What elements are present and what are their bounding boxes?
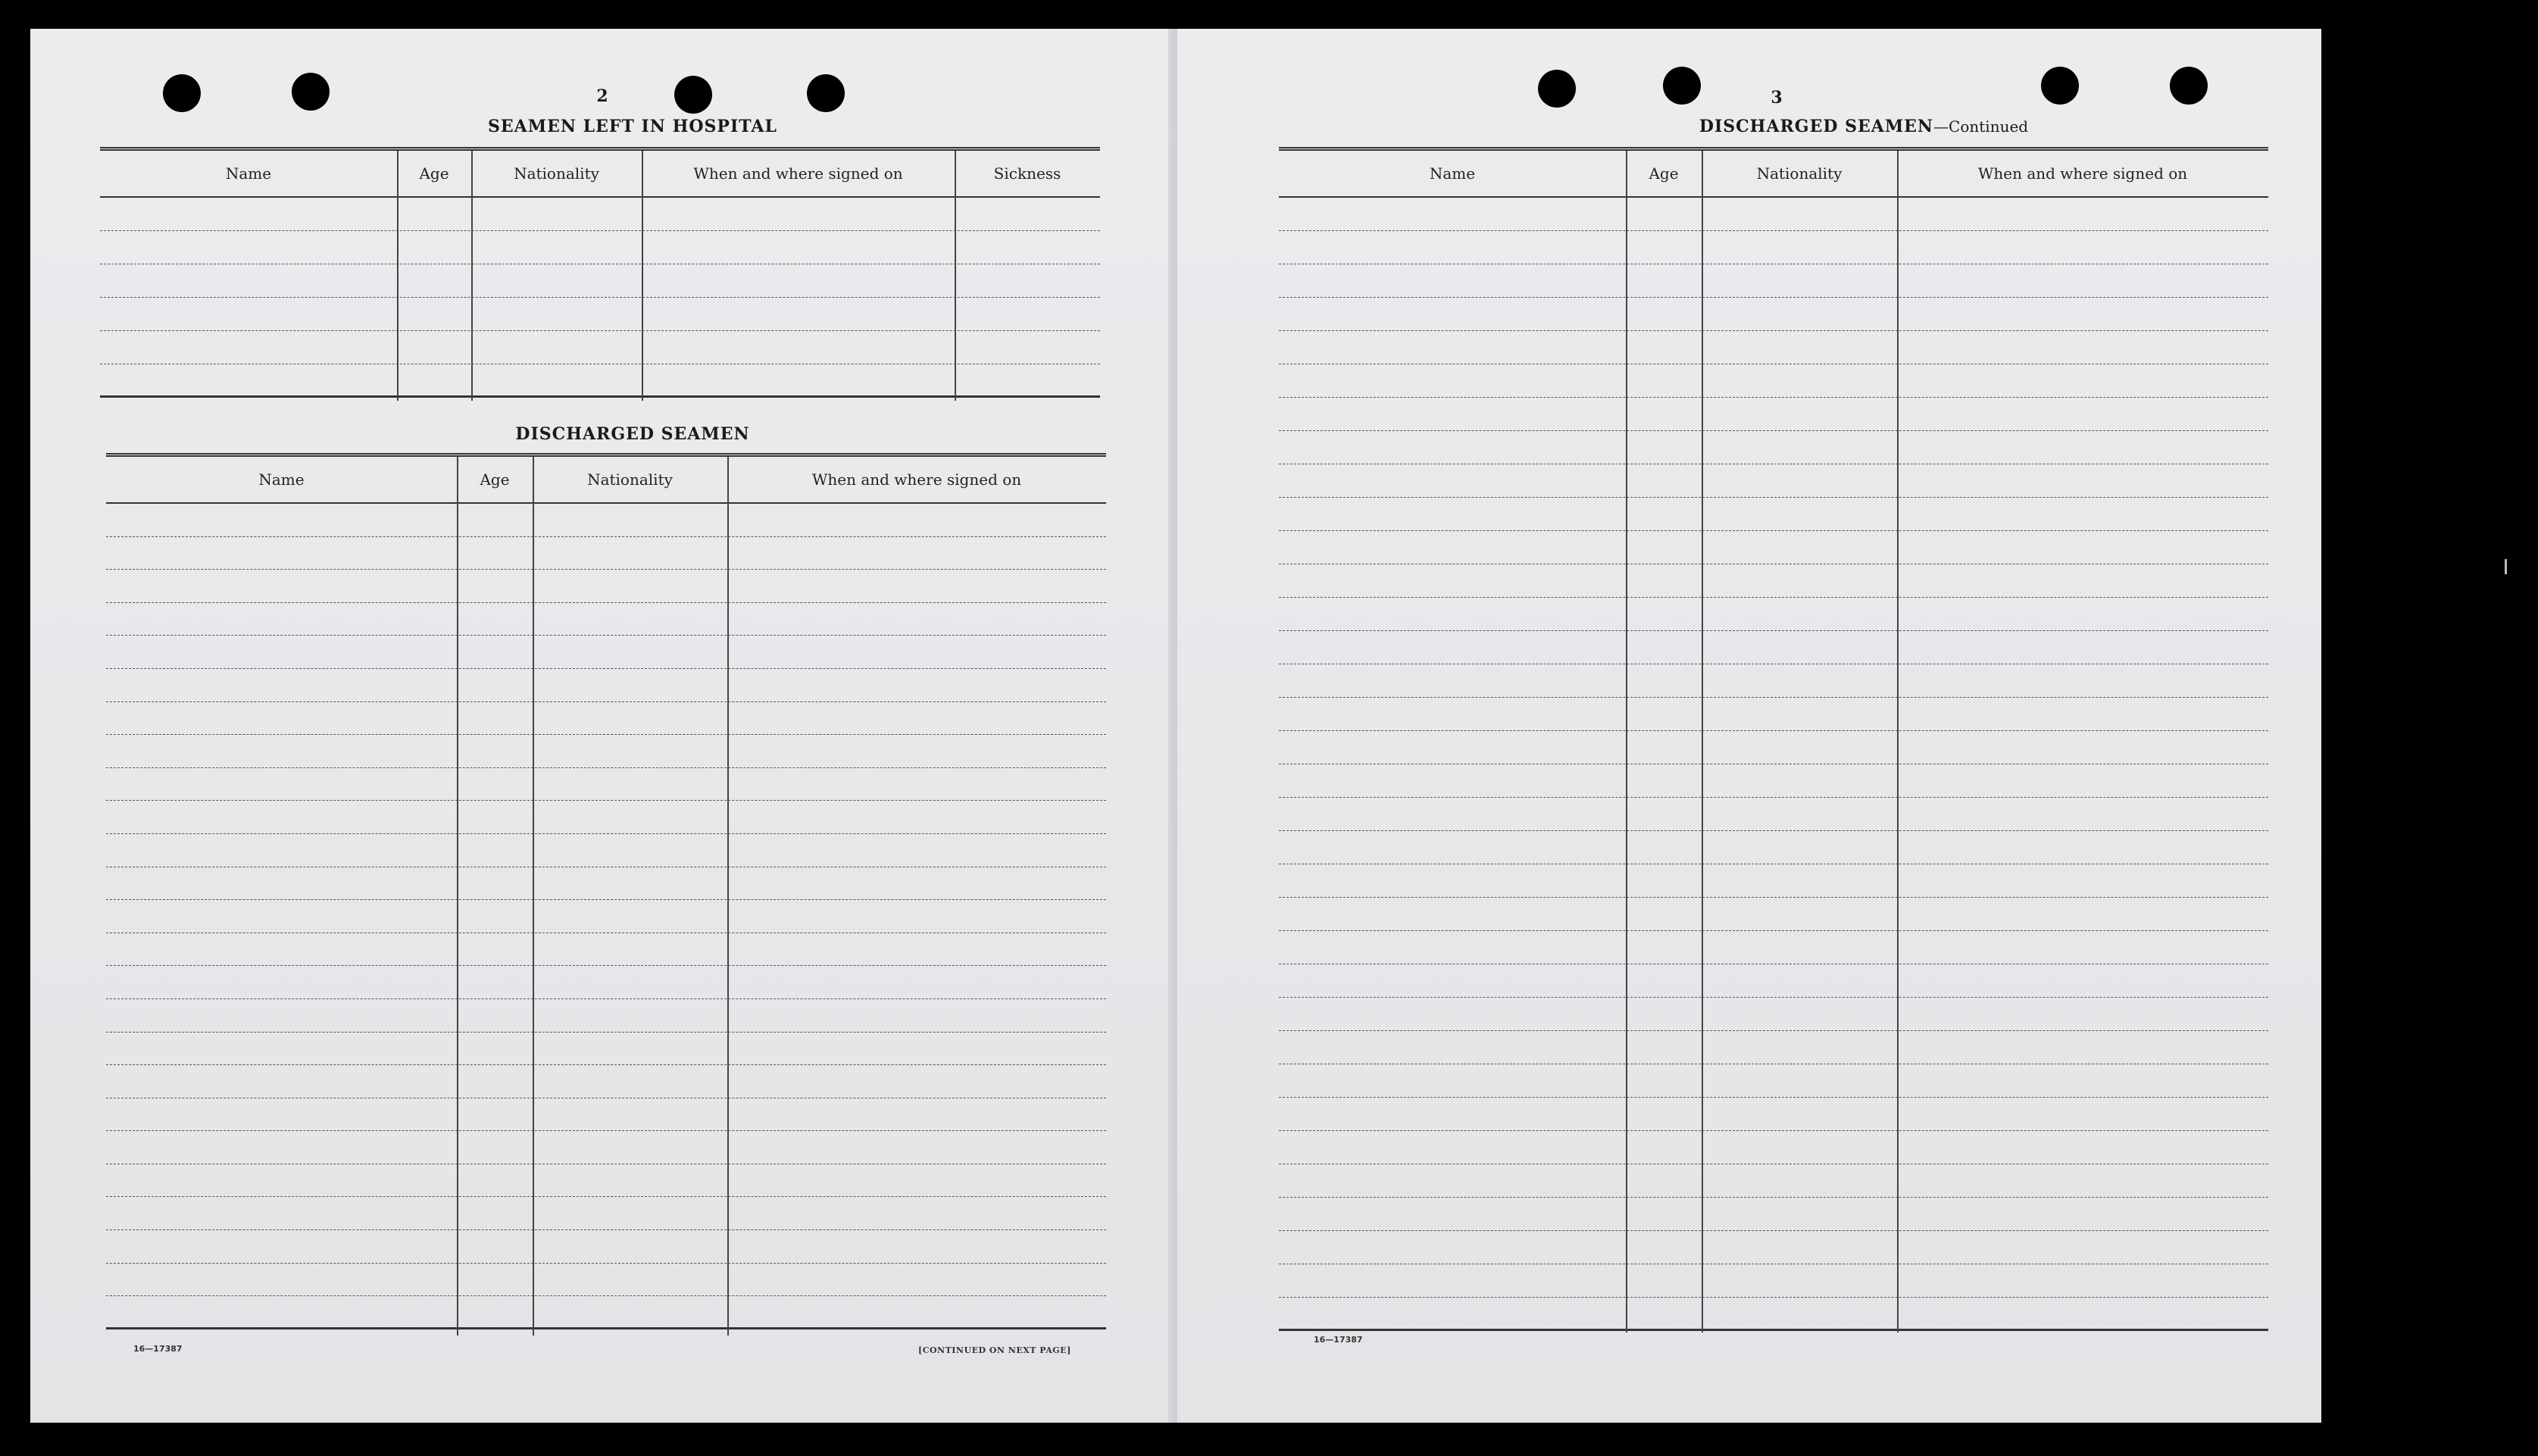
column-divider bbox=[1626, 151, 1627, 1333]
discharged-table bbox=[106, 453, 1106, 1329]
table-row bbox=[1279, 1031, 2268, 1064]
discharged-table-header bbox=[106, 457, 1106, 504]
table-row bbox=[1279, 1198, 2268, 1231]
column-header-sickness: Sickness bbox=[993, 164, 1061, 183]
hospital-table bbox=[100, 147, 1100, 398]
table-row bbox=[106, 999, 1106, 1033]
table-row bbox=[106, 1264, 1106, 1297]
table-row bbox=[106, 603, 1106, 636]
hospital-table-header bbox=[100, 151, 1100, 198]
table-row bbox=[1279, 1164, 2268, 1198]
table-row bbox=[100, 264, 1100, 298]
column-divider bbox=[533, 457, 534, 1336]
table-row bbox=[106, 504, 1106, 537]
column-header-age: Age bbox=[419, 164, 449, 183]
table-row bbox=[1279, 264, 2268, 298]
table-row bbox=[106, 966, 1106, 999]
table-row bbox=[1279, 1264, 2268, 1298]
section-title-suffix: —Continued bbox=[1933, 117, 2029, 136]
table-row bbox=[1279, 631, 2268, 664]
punch-hole bbox=[807, 74, 845, 112]
table-row bbox=[100, 364, 1100, 398]
page-number: 2 bbox=[596, 86, 608, 106]
table-row bbox=[1279, 798, 2268, 831]
table-row bbox=[1279, 198, 2268, 231]
column-header-name: Name bbox=[1429, 164, 1476, 183]
column-divider bbox=[1897, 151, 1899, 1333]
column-header-name: Name bbox=[225, 164, 272, 183]
table-row bbox=[1279, 731, 2268, 764]
table-row bbox=[1279, 564, 2268, 598]
table-row bbox=[1279, 1131, 2268, 1164]
punch-hole bbox=[163, 74, 201, 112]
column-header-nationality: Nationality bbox=[587, 470, 673, 489]
column-header-age: Age bbox=[480, 470, 510, 489]
table-row bbox=[106, 669, 1106, 702]
table-row bbox=[106, 933, 1106, 967]
table-row bbox=[1279, 498, 2268, 531]
punch-hole bbox=[1663, 67, 1701, 105]
table-row bbox=[1279, 1064, 2268, 1098]
punch-hole bbox=[2170, 67, 2208, 105]
hospital-section-title: SEAMEN LEFT IN HOSPITAL bbox=[488, 117, 777, 136]
table-row bbox=[1279, 898, 2268, 931]
form-code: 16—17387 bbox=[1314, 1335, 1363, 1345]
column-header-age: Age bbox=[1649, 164, 1679, 183]
table-row bbox=[106, 834, 1106, 867]
discharged-continued-table-header bbox=[1279, 151, 2268, 198]
table-row bbox=[1279, 698, 2268, 731]
table-row bbox=[106, 801, 1106, 834]
table-row bbox=[106, 735, 1106, 768]
table-row bbox=[1279, 364, 2268, 398]
table-row bbox=[1279, 331, 2268, 364]
document-spread bbox=[30, 29, 2321, 1423]
table-row bbox=[106, 636, 1106, 669]
discharged-table-rows bbox=[106, 504, 1106, 1329]
column-header-nationality: Nationality bbox=[1756, 164, 1843, 183]
column-divider bbox=[1702, 151, 1703, 1333]
column-header-name: Name bbox=[258, 470, 305, 489]
discharged-continued-table-rows bbox=[1279, 198, 2268, 1331]
table-row bbox=[106, 1230, 1106, 1264]
left-page bbox=[30, 29, 1174, 1423]
punch-hole bbox=[292, 73, 330, 111]
scan-mark bbox=[2505, 559, 2507, 574]
column-divider bbox=[642, 151, 643, 401]
table-row bbox=[106, 900, 1106, 933]
table-row bbox=[106, 570, 1106, 603]
column-divider bbox=[397, 151, 399, 401]
table-row bbox=[1279, 764, 2268, 798]
table-row bbox=[1279, 664, 2268, 698]
column-header-signed-on: When and where signed on bbox=[1977, 164, 2188, 183]
column-divider bbox=[727, 457, 729, 1336]
punch-hole bbox=[674, 76, 712, 114]
table-row bbox=[106, 1131, 1106, 1164]
form-code: 16—17387 bbox=[133, 1344, 183, 1354]
table-row bbox=[1279, 298, 2268, 331]
continued-note: [CONTINUED ON NEXT PAGE] bbox=[918, 1345, 1071, 1355]
punch-hole bbox=[2041, 67, 2079, 105]
hospital-table-rows bbox=[100, 198, 1100, 398]
table-row bbox=[106, 1164, 1106, 1198]
table-row bbox=[106, 1065, 1106, 1098]
table-row bbox=[1279, 1298, 2268, 1331]
table-row bbox=[106, 768, 1106, 801]
table-row bbox=[100, 331, 1100, 364]
column-header-signed-on: When and where signed on bbox=[693, 164, 903, 183]
discharged-section-title: DISCHARGED SEAMEN bbox=[515, 424, 750, 444]
table-row bbox=[1279, 1231, 2268, 1264]
table-row bbox=[106, 1197, 1106, 1230]
table-row bbox=[106, 1296, 1106, 1329]
table-row bbox=[1279, 431, 2268, 464]
table-row bbox=[1279, 598, 2268, 631]
table-row bbox=[1279, 1098, 2268, 1131]
table-row bbox=[1279, 931, 2268, 964]
table-row bbox=[1279, 464, 2268, 498]
table-row bbox=[106, 537, 1106, 570]
table-row bbox=[106, 867, 1106, 901]
table-row bbox=[1279, 531, 2268, 564]
right-page bbox=[1177, 29, 2321, 1423]
page-number: 3 bbox=[1771, 88, 1783, 108]
table-row bbox=[1279, 398, 2268, 431]
table-row bbox=[1279, 231, 2268, 264]
punch-hole bbox=[1538, 70, 1576, 108]
section-title-main: DISCHARGED SEAMEN bbox=[1699, 117, 1934, 136]
column-divider bbox=[471, 151, 473, 401]
table-row bbox=[106, 702, 1106, 736]
discharged-continued-table bbox=[1279, 147, 2268, 1331]
table-row bbox=[1279, 998, 2268, 1031]
table-row bbox=[106, 1033, 1106, 1066]
column-header-nationality: Nationality bbox=[514, 164, 599, 183]
column-header-signed-on: When and where signed on bbox=[811, 470, 1022, 489]
table-row bbox=[100, 231, 1100, 264]
discharged-continued-title bbox=[1538, 117, 2189, 136]
table-row bbox=[1279, 864, 2268, 898]
table-row bbox=[100, 198, 1100, 231]
column-divider bbox=[955, 151, 956, 401]
table-row bbox=[1279, 964, 2268, 998]
table-row bbox=[106, 1098, 1106, 1132]
table-row bbox=[100, 298, 1100, 331]
table-row bbox=[1279, 831, 2268, 864]
column-divider bbox=[457, 457, 458, 1336]
